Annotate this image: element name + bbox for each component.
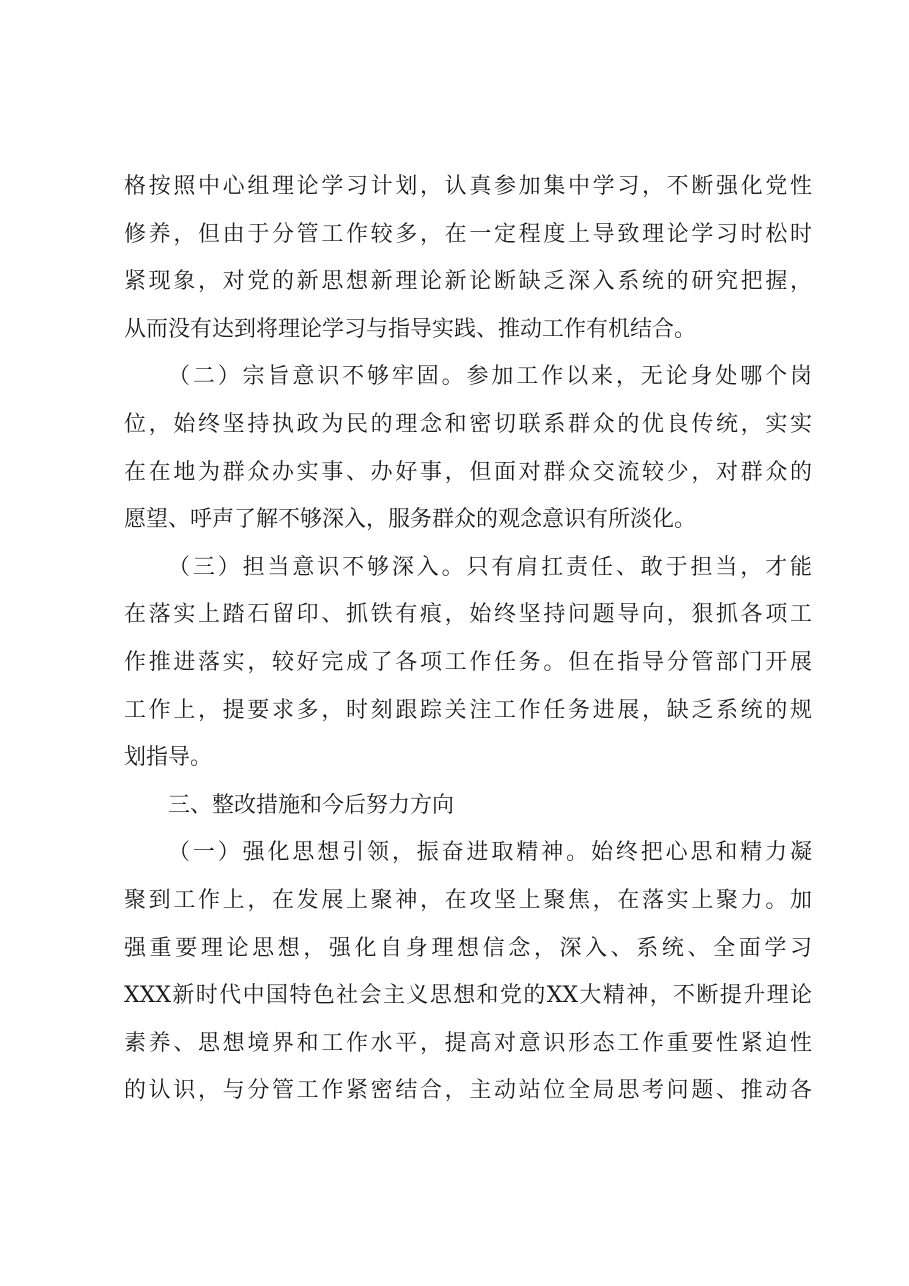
document-body bbox=[124, 163, 812, 1115]
text-line: 紧现象，对党的新思想新理论新论断缺乏深入系统的研究把握， bbox=[124, 269, 812, 295]
text-line: XXX新时代中国特色社会主义思想和党的XX大精神，不断提升理论 bbox=[124, 983, 812, 1009]
text-line: 强重要理论思想，强化自身理想信念，深入、系统、全面学习 bbox=[124, 935, 812, 961]
text-line: 从而没有达到将理论学习与指导实践、推动工作有机结合。 bbox=[124, 316, 697, 342]
paragraph-start-line: （一）强化思想引领，振奋进取精神。始终把心思和精力凝 bbox=[168, 840, 812, 866]
text-line: 位，始终坚持执政为民的理念和密切联系群众的优良传统，实实 bbox=[124, 411, 812, 437]
text-line: 划指导。 bbox=[124, 745, 213, 771]
text-line: 聚到工作上，在发展上聚神，在攻坚上聚焦，在落实上聚力。加 bbox=[124, 887, 812, 913]
text-line: 修养，但由于分管工作较多，在一定程度上导致理论学习时松时 bbox=[124, 221, 812, 247]
text-line: 素养、思想境界和工作水平，提高对意识形态工作重要性紧迫性 bbox=[124, 1030, 812, 1056]
text-line: 愿望、呼声了解不够深入，服务群众的观念意识有所淡化。 bbox=[124, 507, 697, 533]
section-heading: 三、整改措施和今后努力方向 bbox=[168, 792, 455, 818]
text-line: 格按照中心组理论学习计划，认真参加集中学习，不断强化党性 bbox=[124, 174, 812, 199]
text-line: 的认识，与分管工作紧密结合，主动站位全局思考问题、推动各 bbox=[124, 1078, 812, 1104]
text-line: 在落实上踏石留印、抓铁有痕，始终坚持问题导向，狠抓各项工 bbox=[124, 602, 812, 628]
text-line: 作推进落实，较好完成了各项工作任务。但在指导分管部门开展 bbox=[124, 649, 812, 675]
paragraph-start-line: （二）宗旨意识不够牢固。参加工作以来，无论身处哪个岗 bbox=[168, 364, 812, 390]
text-line: 在在地为群众办实事、办好事，但面对群众交流较少，对群众的 bbox=[124, 459, 812, 485]
paragraph-start-line: （三）担当意识不够深入。只有肩扛责任、敢于担当，才能 bbox=[168, 554, 812, 580]
text-line: 工作上，提要求多，时刻跟踪关注工作任务进展，缺乏系统的规 bbox=[124, 697, 812, 723]
